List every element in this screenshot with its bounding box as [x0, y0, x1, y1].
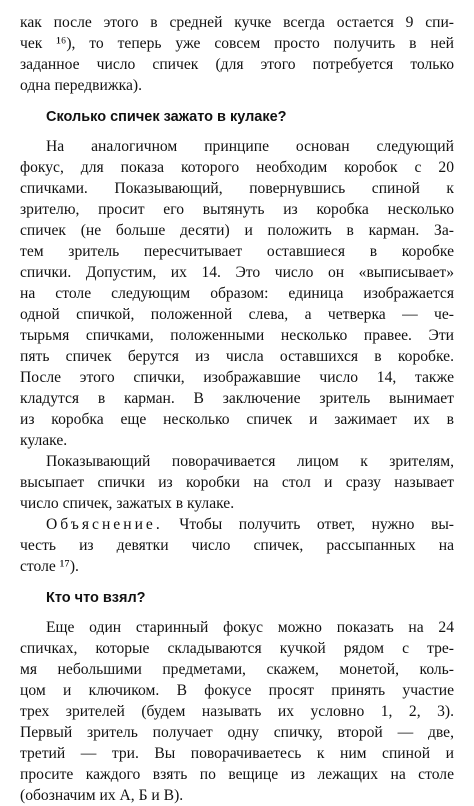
text-line: фокус, для показа которого необходим коробок с 20 — [20, 159, 454, 176]
text-line: спичек (не больше десяти) и положить в карман. За- — [20, 222, 454, 239]
text-line: мя небольшими предметами, скажем, монетой, коль- — [20, 661, 454, 678]
text-line: одна передвижка). — [20, 77, 142, 94]
text-line — [46, 514, 454, 535]
text-line: На аналогичном принципе основан следующий — [46, 138, 454, 155]
text-line: одной спичкой, положенной слева, а четверка — че- — [20, 306, 454, 323]
text-line: тырьмя спичками, положенными несколько правее. Эти — [20, 327, 454, 344]
spaced-term: Объяснение. — [46, 516, 163, 533]
text-line: зрителю, просит его вытянуть из коробка несколько — [20, 201, 454, 218]
text-line: Первый зритель получает одну спичку, второй — две, — [20, 724, 454, 741]
text-line: высыпает спички из коробки на стол и сразу называет — [20, 474, 454, 491]
text-line: тем зритель пересчитывает оставшиеся в коробке — [20, 243, 454, 260]
text-line: чек ¹⁶), то теперь уже совсем просто получить в ней — [20, 35, 454, 52]
text-line: на столе следующим образом: единица изображается — [20, 285, 454, 302]
text-line: пять спичек берутся из числа оставшихся в коробке. — [20, 348, 454, 365]
text-line: (обозначим их А, Б и В). — [20, 787, 184, 804]
text-line: просите каждого взять по вещице из лежащих на столе — [20, 766, 454, 783]
text-span: Чтобы получить ответ, нужно вы- — [162, 516, 454, 533]
text-line: кулаке. — [20, 432, 68, 449]
text-line: третий — три. Вы поворачиваетесь к ним спиной и — [20, 745, 454, 762]
text-line: Еще один старинный фокус можно показать на 24 — [46, 619, 454, 636]
text-line: столе ¹⁷). — [20, 558, 79, 575]
text-line: честь из девятки число спичек, рассыпанных на — [20, 537, 454, 554]
text-line: спичках, которые складываются кучкой рядом с тре- — [20, 640, 454, 657]
text-line: цом и ключиком. В фокусе просят принять участие — [20, 682, 454, 699]
section-heading: Кто что взял? — [46, 590, 146, 606]
text-line: После этого спички, изображавшие число 14, также — [20, 369, 454, 386]
text-line: как после этого в средней кучке всегда остается 9 спи- — [20, 14, 454, 31]
section-heading: Сколько спичек зажато в кулаке? — [46, 109, 287, 125]
text-line: кладутся в карман. В заключение зритель вынимает — [20, 390, 454, 407]
text-line: спички. Допустим, их 14. Это число он «выписывает» — [20, 264, 454, 281]
text-line: Показывающий поворачивается лицом к зрителям, — [46, 453, 454, 470]
text-line: трех зрителей (будем называть их условно 1, 2, 3). — [20, 703, 454, 720]
text-line: из коробка еще несколько спичек и зажимает их в — [20, 411, 454, 428]
text-line: заданное число спичек (для этого потребуется только — [20, 56, 454, 73]
text-line: число спичек, зажатых в кулаке. — [20, 495, 235, 512]
text-line: спичками. Показывающий, повернувшись спиной к — [20, 180, 454, 197]
